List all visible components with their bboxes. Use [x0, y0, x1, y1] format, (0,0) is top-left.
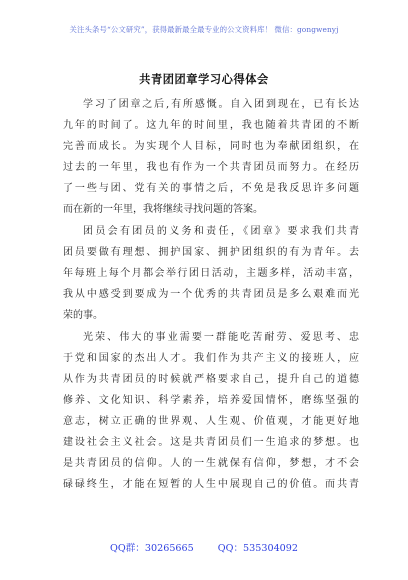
paragraph-line: 九年的时间了。这九年的时间里，我也随着共青团的不断 [63, 120, 359, 131]
paragraph-line: 光荣、伟大的事业需要一群能吃苦耐劳、爱思考、忠 [83, 332, 359, 343]
paragraph-line: 年每班上每个月都会举行团日活动，主题多样，活动丰富， [63, 268, 359, 279]
paragraph-line: 于党和国家的杰出人才。我们作为共产主义的接班人，应 [63, 353, 359, 364]
paragraph [63, 327, 359, 495]
document-title: 共青团团章学习心得体会 [139, 72, 269, 86]
paragraph-line: 是共青团员的信仰。人的一生就保有信仰，梦想，才不会 [63, 458, 359, 469]
paragraph-line: 团员会有团员的义务和责任，《团章》要求我们共青 [83, 226, 359, 237]
paragraph-line: 了一些与团、党有关的事情之后，不免是我反思许多问题 [63, 183, 359, 194]
paragraph [63, 221, 359, 326]
paragraph-line: 过去的一年里，我也有作为一个共青团员而努力。在经历 [63, 162, 359, 173]
footer-qq-group: QQ群：30265665 [109, 543, 194, 554]
document-body [63, 94, 359, 495]
header-promo-note: 关注头条号“公文研究”，获得最新最全最专业的公文资料库！ 微信：gongwenyj [69, 25, 339, 34]
paragraph-line: 建设社会主义社会。这是共青团员们一生追求的梦想。也 [63, 437, 359, 448]
paragraph [63, 94, 359, 220]
footer-contact [0, 540, 408, 554]
paragraph-line: 荣的事。 [63, 310, 103, 321]
footer-qq: QQ：535304092 [217, 543, 298, 554]
paragraph-line: 团员要做有理想、拥护国家、拥护团组织的有为青年。去 [63, 247, 359, 258]
paragraph-line: 修养、文化知识、科学素养，培养爱国情怀，磨练坚强的 [63, 395, 359, 406]
paragraph-line: 从作为共青团员的时候就严格要求自己，提升自己的道德 [63, 374, 359, 385]
paragraph-line: 我从中感受到要成为一个优秀的共青团员是多么艰难而光 [63, 289, 359, 300]
paragraph-line: 意志，树立正确的世界观、人生观、价值观，才能更好地 [63, 416, 359, 427]
paragraph-line: 碌碌终生，才能在短暂的人生中展现自己的价值。而共青 [63, 479, 359, 490]
paragraph-line: 学习了团章之后,有所感慨。自入团到现在，已有长达 [83, 99, 359, 110]
paragraph-line: 而在新的一年里，我将继续寻找问题的答案。 [63, 204, 263, 215]
paragraph-line: 完善而成长。为实现个人目标，同时也为奉献团组织，在 [63, 141, 359, 152]
